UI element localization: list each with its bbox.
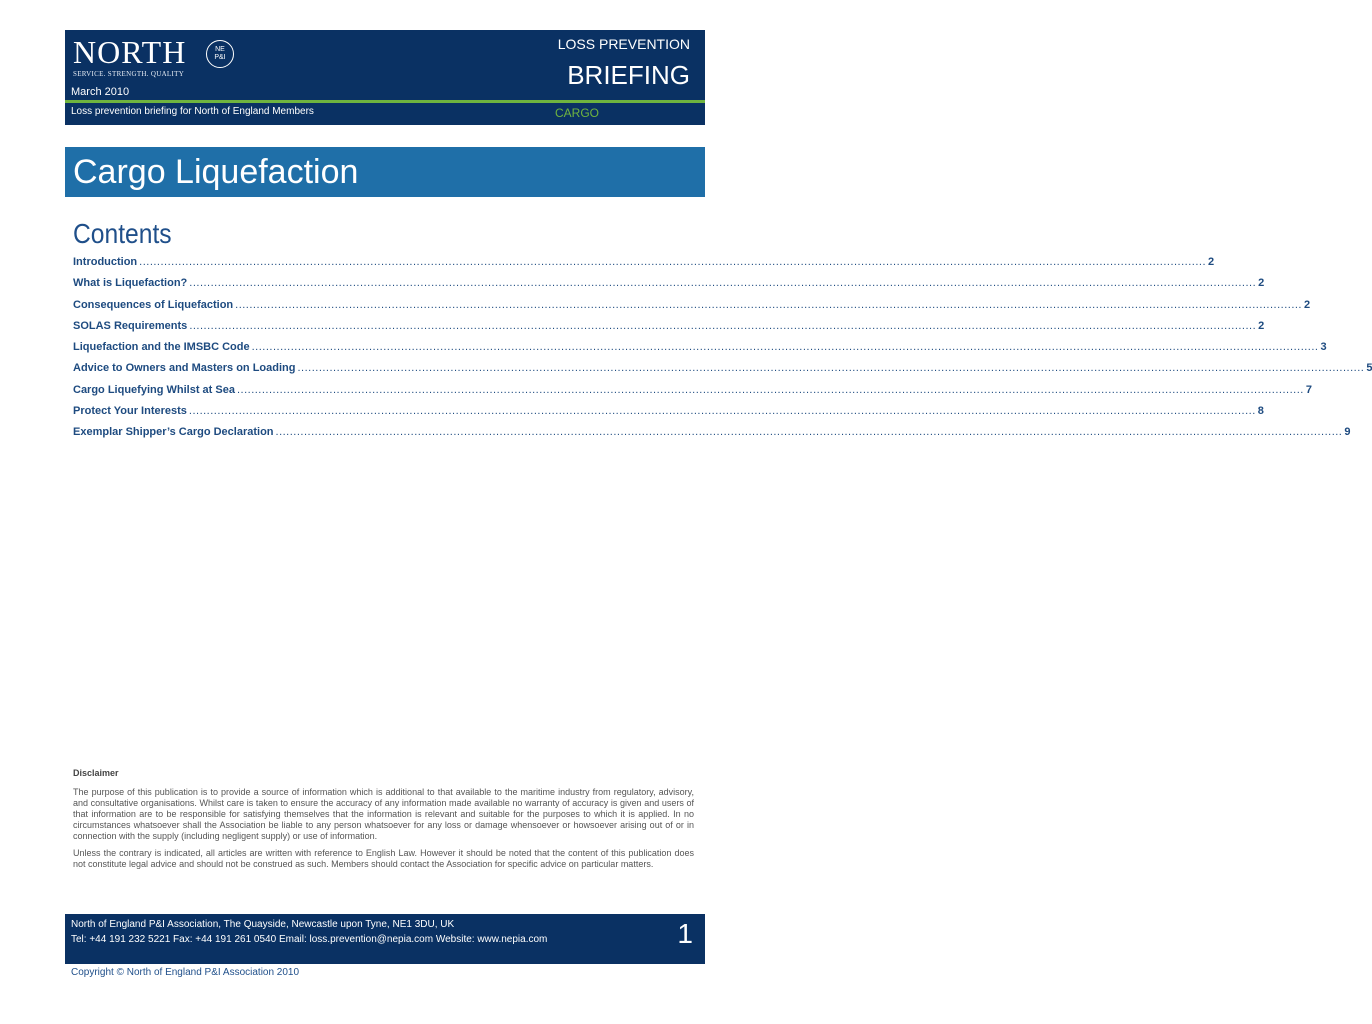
- toc-label: Protect Your Interests: [73, 405, 187, 418]
- logo-badge-line1: NE: [215, 46, 225, 53]
- table-of-contents: [73, 256, 1372, 448]
- toc-page: 9: [1344, 426, 1351, 439]
- toc-leader: ............................................................................................................................................................................................................................................................................................................: [139, 256, 1207, 268]
- disclaimer-paragraph-2: Unless the contrary is indicated, all articles are written with reference to English Law. However it should be noted that the content of this publication does not constitute legal advice and should not be construed as such. Members should contact the Association for specific advice on particular matters.: [73, 848, 694, 869]
- toc-entry-what-is-liquefaction[interactable]: [73, 277, 1265, 298]
- toc-entry-imsbc-code[interactable]: [73, 341, 1327, 362]
- toc-leader: ............................................................................................................................................................................................................................................................................................................: [189, 277, 1257, 290]
- toc-entry-introduction[interactable]: [73, 256, 1215, 277]
- kind-label: BRIEFING: [567, 60, 690, 90]
- toc-label: What is Liquefaction?: [73, 277, 188, 290]
- toc-leader: ............................................................................................................................................................................................................................................................................................................: [275, 426, 1343, 439]
- header-subline: Loss prevention briefing for North of England Members: [71, 106, 314, 117]
- toc-page: 5: [1366, 362, 1372, 375]
- toc-label: Liquefaction and the IMSBC Code: [73, 341, 250, 354]
- series-label: LOSS PREVENTION: [557, 36, 690, 52]
- category-label: CARGO: [555, 106, 600, 120]
- header-banner: [65, 30, 705, 125]
- toc-label: Introduction: [73, 256, 138, 268]
- publication-date: March 2010: [71, 86, 130, 98]
- toc-leader: ............................................................................................................................................................................................................................................................................................................: [188, 405, 1256, 418]
- toc-page: 7: [1305, 383, 1312, 396]
- toc-entry-protect-interests[interactable]: [73, 405, 1264, 426]
- copyright: Copyright © North of England P&I Association 2010: [71, 967, 300, 978]
- toc-page: 3: [1320, 341, 1327, 354]
- footer-address: North of England P&I Association, The Quayside, Newcastle upon Tyne, NE1 3DU, UK: [71, 919, 455, 930]
- toc-leader: ............................................................................................................................................................................................................................................................................................................: [251, 341, 1319, 354]
- logo-tagline: SERVICE. STRENGTH. QUALITY: [73, 70, 185, 78]
- toc-label: SOLAS Requirements: [73, 319, 188, 332]
- toc-entry-at-sea[interactable]: [73, 383, 1312, 405]
- disclaimer-heading: Disclaimer: [73, 768, 119, 778]
- toc-entry-consequences[interactable]: [73, 298, 1311, 320]
- contents-heading: Contents: [73, 218, 172, 249]
- page-number: 1: [677, 918, 693, 949]
- logo-badge-icon: [206, 40, 234, 68]
- toc-page: 2: [1258, 277, 1265, 290]
- footer-banner: [65, 914, 705, 964]
- toc-leader: ............................................................................................................................................................................................................................................................................................................: [235, 298, 1302, 311]
- toc-entry-advice[interactable]: [73, 362, 1372, 383]
- toc-label: Advice to Owners and Masters on Loading: [73, 362, 296, 375]
- toc-label: Cargo Liquefying Whilst at Sea: [73, 383, 235, 396]
- logo-text: NORTH: [73, 34, 187, 70]
- footer-contact: Tel: +44 191 232 5221 Fax: +44 191 261 0540 Email: loss.prevention@nepia.com Website: www.nepia.com: [71, 934, 548, 945]
- logo-badge-line2: P&I: [214, 54, 226, 61]
- toc-page: 2: [1304, 298, 1311, 311]
- header-divider: [65, 100, 705, 103]
- toc-entry-exemplar-declaration[interactable]: [73, 426, 1351, 447]
- title-bar: [65, 147, 705, 197]
- toc-page: 2: [1208, 256, 1215, 268]
- toc-leader: ............................................................................................................................................................................................................................................................................................................: [189, 319, 1257, 332]
- toc-leader: ............................................................................................................................................................................................................................................................................................................: [297, 362, 1365, 375]
- toc-leader: ............................................................................................................................................................................................................................................................................................................: [236, 383, 1304, 396]
- disclaimer: [73, 768, 694, 876]
- toc-entry-solas[interactable]: [73, 319, 1265, 341]
- toc-label: Consequences of Liquefaction: [73, 298, 234, 311]
- toc-page: 8: [1257, 405, 1264, 418]
- toc-label: Exemplar Shipper’s Cargo Declaration: [73, 426, 274, 439]
- toc-page: 2: [1258, 319, 1265, 332]
- page-title: Cargo Liquefaction: [73, 153, 359, 191]
- disclaimer-paragraph-1: The purpose of this publication is to provide a source of information which is additional to that available to the maritime industry from regulatory, advisory, and consultative organisations. Whilst care is taken to ensure the accuracy of any information made available no warranty of accuracy is given and users of that information are to be responsible for satisfying themselves that the information is relevant and suitable for the purposes to which it is applied. In no circumstances whatsoever shall the Association be liable to any person whatsoever for any loss or damage whensoever or howsoever arising out of or in connection with the supply (including negligent supply) or use of information.: [73, 787, 694, 841]
